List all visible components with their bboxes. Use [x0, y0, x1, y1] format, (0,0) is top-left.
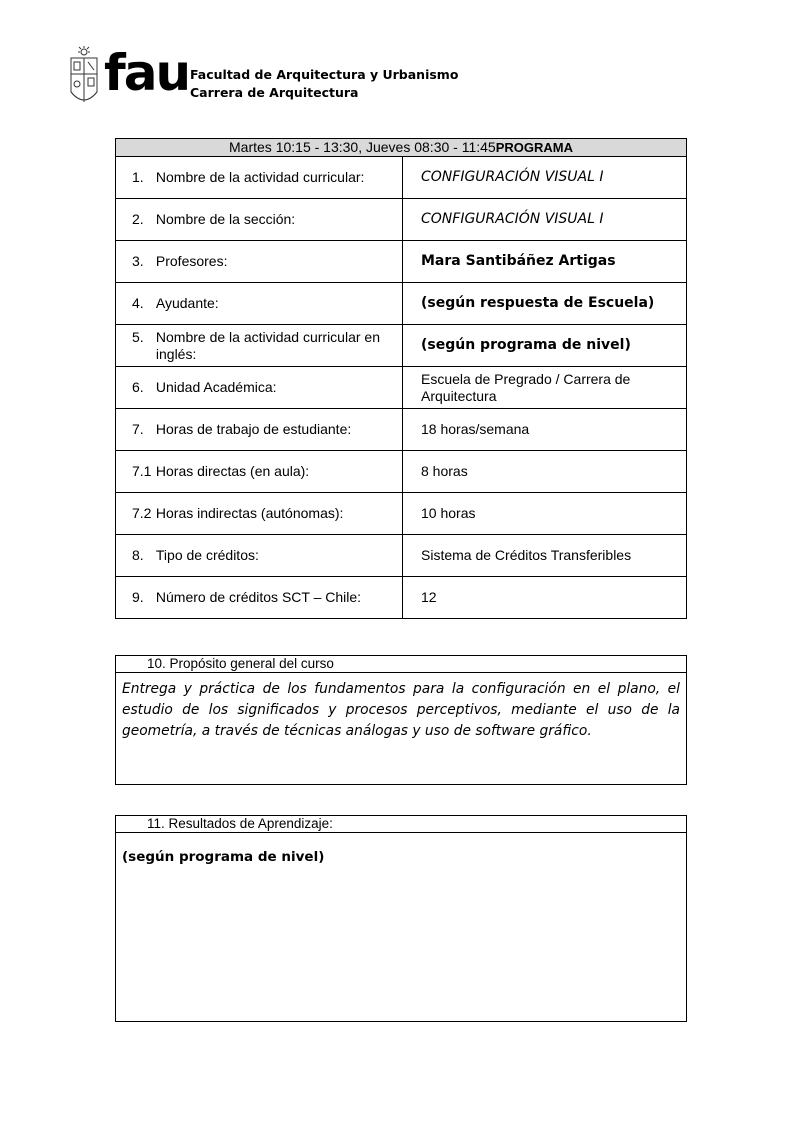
row-number: 2.	[132, 211, 144, 227]
university-seal-icon	[68, 46, 100, 110]
row-number: 9.	[132, 589, 144, 605]
row-value: CONFIGURACIÓN VISUAL I	[403, 157, 687, 199]
row-label: Nombre de la actividad curricular:	[155, 169, 365, 185]
purpose-text: Entrega y práctica de los fundamentos para la configuración en el plano, el estudio de los significados y procesos perceptivos, mediante el uso de la geometría, a través de técnicas análogas y uso de software gráfico.	[122, 681, 680, 739]
table-row	[116, 493, 687, 535]
program-heading: PROGRAMA	[495, 140, 573, 155]
row-value: 12	[403, 577, 687, 619]
row-number: 3.	[132, 253, 144, 269]
learning-results-text: (según programa de nivel)	[122, 849, 325, 865]
table-row	[116, 283, 687, 325]
row-label: Unidad Académica:	[155, 379, 277, 395]
row-value: (según programa de nivel)	[403, 325, 687, 367]
row-value: Escuela de Pregrado / Carrera de Arquitectura	[403, 367, 687, 409]
row-value: 10 horas	[403, 493, 687, 535]
row-label: Nombre de la actividad curricular en inglés:	[155, 328, 380, 362]
table-row	[116, 325, 687, 367]
page-header	[68, 46, 468, 112]
purpose-section	[115, 655, 687, 785]
table-row	[116, 367, 687, 409]
row-number: 7.	[132, 421, 144, 437]
table-row	[116, 535, 687, 577]
row-value: 18 horas/semana	[403, 409, 687, 451]
row-number: 4.	[132, 295, 144, 311]
program-table	[115, 138, 687, 619]
table-row	[116, 451, 687, 493]
table-row	[116, 157, 687, 199]
row-value: Mara Santibáñez Artigas	[403, 241, 687, 283]
learning-results-section	[115, 815, 687, 1022]
row-number: 7.1	[132, 463, 152, 479]
row-label: Número de créditos SCT – Chile:	[155, 589, 362, 605]
row-number: 8.	[132, 547, 144, 563]
learning-results-title: 11. Resultados de Aprendizaje:	[116, 816, 686, 833]
faculty-name-block	[190, 66, 458, 102]
schedule-text: Martes 10:15 - 13:30, Jueves 08:30 - 11:45	[229, 139, 496, 155]
row-label: Tipo de créditos:	[155, 547, 259, 563]
program-table-header	[116, 139, 687, 157]
row-label: Horas indirectas (autónomas):	[155, 505, 344, 521]
row-number: 5.	[132, 328, 144, 345]
row-number: 7.2	[132, 505, 152, 521]
row-number: 1.	[132, 169, 144, 185]
row-value: Sistema de Créditos Transferibles	[403, 535, 687, 577]
row-label: Horas directas (en aula):	[155, 463, 310, 479]
table-row	[116, 199, 687, 241]
row-label: Horas de trabajo de estudiante:	[155, 421, 352, 437]
fau-logo-text: fau	[104, 44, 190, 102]
row-label: Ayudante:	[155, 295, 219, 311]
row-label: Profesores:	[155, 253, 228, 269]
table-row	[116, 241, 687, 283]
row-value: CONFIGURACIÓN VISUAL I	[403, 199, 687, 241]
table-row	[116, 409, 687, 451]
row-label: Nombre de la sección:	[155, 211, 296, 227]
faculty-name: Facultad de Arquitectura y Urbanismo	[190, 67, 459, 82]
row-number: 6.	[132, 379, 144, 395]
purpose-title: 10. Propósito general del curso	[116, 656, 686, 673]
table-row	[116, 577, 687, 619]
row-value: 8 horas	[403, 451, 687, 493]
career-name: Carrera de Arquitectura	[190, 85, 359, 100]
row-value: (según respuesta de Escuela)	[403, 283, 687, 325]
